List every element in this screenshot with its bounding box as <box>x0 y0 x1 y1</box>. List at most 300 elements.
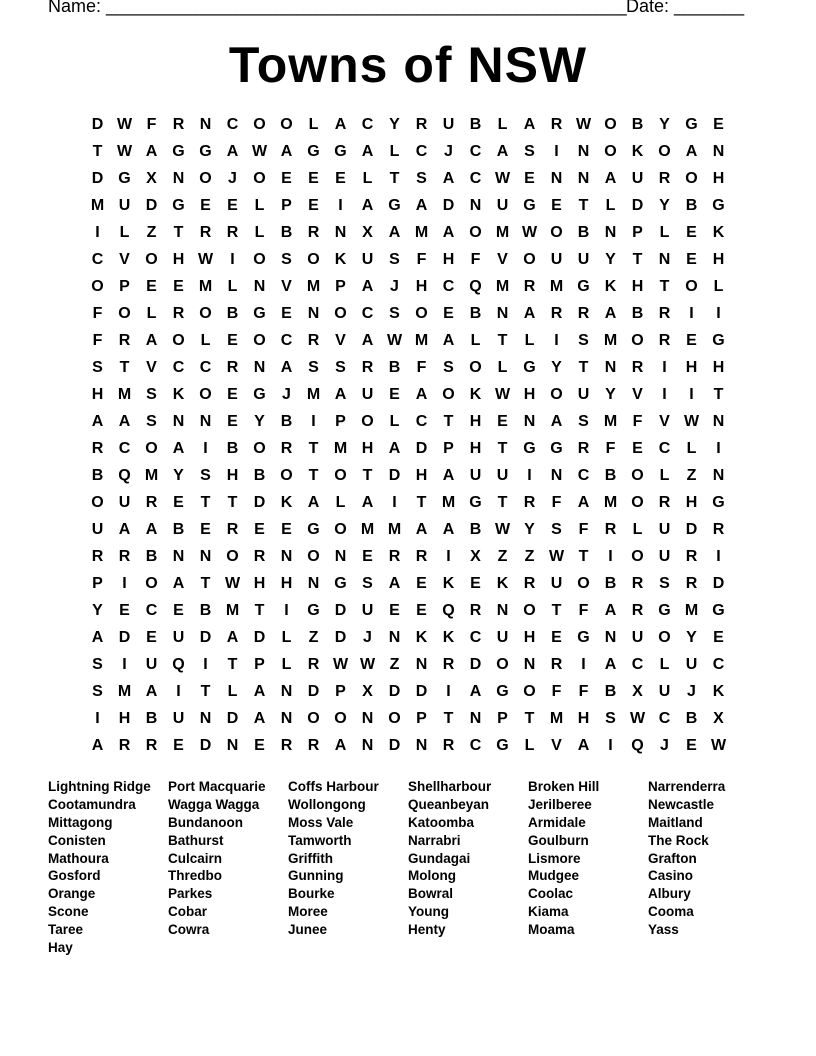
grid-letter: J <box>444 143 453 160</box>
grid-letter: M <box>225 602 240 619</box>
grid-letter: T <box>551 602 562 619</box>
grid-letter: W <box>197 251 214 268</box>
grid-letter: T <box>308 440 319 457</box>
grid-letter: G <box>253 305 266 322</box>
grid-letter: S <box>308 359 319 376</box>
grid-letter: E <box>173 278 184 295</box>
grid-letter: O <box>577 575 590 592</box>
grid-letter: F <box>551 494 562 511</box>
grid-letter: V <box>281 278 292 295</box>
grid-letter: J <box>687 683 696 700</box>
grid-letter: N <box>361 710 374 727</box>
word-list-item: Bundanoon <box>168 814 243 830</box>
grid-letter: C <box>469 143 482 160</box>
grid-letter: A <box>253 710 266 727</box>
grid-letter: T <box>713 386 724 403</box>
grid-letter: D <box>91 170 104 187</box>
grid-letter: A <box>334 386 347 403</box>
grid-letter: S <box>659 575 670 592</box>
grid-letter: U <box>658 683 671 700</box>
grid-letter: M <box>495 224 510 241</box>
grid-letter: L <box>632 521 643 538</box>
grid-letter: C <box>91 251 104 268</box>
grid-letter: N <box>199 710 212 727</box>
grid-letter: O <box>469 359 482 376</box>
grid-letter: U <box>361 251 374 268</box>
grid-letter: Q <box>469 278 482 295</box>
grid-letter: E <box>416 602 427 619</box>
grid-letter: E <box>254 737 265 754</box>
grid-letter: R <box>658 332 671 349</box>
grid-letter: M <box>495 278 510 295</box>
grid-letter: I <box>689 305 694 322</box>
grid-letter: H <box>118 710 131 727</box>
grid-letter: M <box>306 278 321 295</box>
grid-letter: F <box>605 440 616 457</box>
grid-letter: R <box>685 548 698 565</box>
grid-letter: P <box>497 710 508 727</box>
grid-row <box>84 381 732 408</box>
grid-letter: O <box>496 656 509 673</box>
grid-letter: A <box>496 143 509 160</box>
grid-letter: V <box>146 359 157 376</box>
grid-letter: E <box>146 278 157 295</box>
grid-letter: E <box>416 575 427 592</box>
grid-letter: K <box>442 575 455 592</box>
grid-letter: I <box>554 143 559 160</box>
grid-letter: U <box>577 251 590 268</box>
grid-letter: A <box>226 629 239 646</box>
word-list-item: Goulburn <box>528 832 589 848</box>
grid-letter: R <box>658 170 671 187</box>
grid-letter: R <box>523 575 536 592</box>
grid-letter: O <box>226 548 239 565</box>
grid-letter: T <box>578 359 589 376</box>
grid-letter: N <box>280 710 293 727</box>
grid-letter: N <box>469 710 482 727</box>
grid-letter: N <box>550 467 563 484</box>
grid-letter: A <box>172 575 185 592</box>
grid-letter: T <box>659 278 670 295</box>
grid-letter: C <box>280 332 293 349</box>
grid-row <box>84 408 732 435</box>
grid-letter: L <box>200 332 211 349</box>
grid-letter: G <box>496 737 509 754</box>
grid-letter: X <box>362 683 373 700</box>
grid-letter: I <box>338 197 343 214</box>
grid-letter: S <box>578 332 589 349</box>
grid-letter: E <box>281 305 292 322</box>
grid-letter: W <box>116 116 133 133</box>
grid-letter: P <box>443 440 454 457</box>
grid-letter: I <box>554 332 559 349</box>
grid-letter: A <box>253 683 266 700</box>
grid-row <box>84 111 732 138</box>
grid-letter: N <box>253 278 266 295</box>
grid-letter: U <box>361 602 374 619</box>
grid-letter: U <box>658 521 671 538</box>
word-list-item: Henty <box>408 922 446 938</box>
word-list-item: Gosford <box>48 868 101 884</box>
word-list-item: Cooma <box>648 904 694 920</box>
grid-letter: U <box>172 629 185 646</box>
grid-letter: R <box>307 332 320 349</box>
grid-letter: T <box>173 224 184 241</box>
grid-letter: R <box>91 548 104 565</box>
grid-row <box>84 192 732 219</box>
grid-letter: P <box>92 575 103 592</box>
grid-letter: B <box>145 710 158 727</box>
grid-letter: L <box>308 116 319 133</box>
word-list-item: Cootamundra <box>48 796 136 812</box>
grid-letter: W <box>494 170 511 187</box>
grid-letter: B <box>280 224 293 241</box>
grid-letter: V <box>551 737 562 754</box>
grid-row <box>84 354 732 381</box>
grid-letter: T <box>92 143 103 160</box>
word-list-item: The Rock <box>648 832 709 848</box>
grid-letter: N <box>712 467 725 484</box>
grid-letter: K <box>469 386 482 403</box>
grid-letter: E <box>362 548 373 565</box>
word-list-item: Tamworth <box>288 832 352 848</box>
grid-letter: R <box>442 656 455 673</box>
grid-letter: D <box>415 440 428 457</box>
grid-letter: U <box>172 710 185 727</box>
word-list-item: Hay <box>48 940 73 956</box>
grid-letter: Y <box>173 467 184 484</box>
grid-letter: B <box>685 197 698 214</box>
grid-letter: N <box>712 143 725 160</box>
grid-letter: R <box>550 656 563 673</box>
grid-letter: N <box>712 413 725 430</box>
grid-letter: O <box>91 278 104 295</box>
grid-letter: O <box>631 332 644 349</box>
grid-letter: N <box>172 170 185 187</box>
word-list-item: Shellharbour <box>408 779 492 794</box>
grid-letter: A <box>226 143 239 160</box>
grid-letter: A <box>523 305 536 322</box>
grid-letter: H <box>226 467 239 484</box>
grid-letter: J <box>660 737 669 754</box>
grid-letter: S <box>362 575 373 592</box>
grid-letter: E <box>470 575 481 592</box>
grid-letter: M <box>684 602 699 619</box>
grid-letter: I <box>662 386 667 403</box>
word-list-item: Port Macquarie <box>168 779 266 794</box>
grid-letter: D <box>253 629 266 646</box>
grid-letter: G <box>496 683 509 700</box>
grid-letter: S <box>416 170 427 187</box>
grid-letter: S <box>389 305 400 322</box>
grid-letter: G <box>253 386 266 403</box>
grid-row <box>84 300 732 327</box>
grid-letter: B <box>226 440 239 457</box>
grid-letter: R <box>226 521 239 538</box>
grid-letter: I <box>311 413 316 430</box>
grid-letter: Z <box>146 224 157 241</box>
word-list-item: Casino <box>648 868 694 884</box>
grid-letter: O <box>550 386 563 403</box>
grid-letter: W <box>683 413 700 430</box>
grid-letter: D <box>334 629 347 646</box>
grid-letter: A <box>145 143 158 160</box>
grid-letter: E <box>632 440 643 457</box>
word-list-item: Coffs Harbour <box>288 779 379 794</box>
word-list-item: Narrenderra <box>648 779 726 794</box>
grid-row <box>84 732 732 759</box>
grid-letter: O <box>685 278 698 295</box>
grid-letter: B <box>604 683 617 700</box>
grid-letter: O <box>253 440 266 457</box>
grid-letter: F <box>416 251 427 268</box>
grid-letter: R <box>415 116 428 133</box>
grid-letter: M <box>144 467 159 484</box>
grid-letter: W <box>494 521 511 538</box>
grid-letter: D <box>712 575 725 592</box>
grid-letter: A <box>145 683 158 700</box>
grid-letter: R <box>199 224 212 241</box>
grid-row <box>84 705 732 732</box>
grid-letter: G <box>685 116 698 133</box>
grid-letter: T <box>497 494 508 511</box>
grid-letter: G <box>334 575 347 592</box>
word-list-item: Moss Vale <box>288 814 354 830</box>
grid-letter: L <box>362 170 373 187</box>
grid-letter: S <box>389 251 400 268</box>
grid-letter: D <box>253 494 266 511</box>
grid-letter: R <box>253 548 266 565</box>
grid-letter: S <box>92 656 103 673</box>
grid-letter: I <box>608 548 613 565</box>
grid-letter: Y <box>92 602 103 619</box>
grid-letter: M <box>90 197 105 214</box>
grid-letter: I <box>608 737 613 754</box>
grid-letter: N <box>604 224 617 241</box>
grid-letter: U <box>577 386 590 403</box>
grid-letter: A <box>442 224 455 241</box>
grid-letter: H <box>712 251 725 268</box>
grid-letter: E <box>686 332 697 349</box>
grid-letter: N <box>280 683 293 700</box>
grid-letter: M <box>198 278 213 295</box>
grid-letter: R <box>280 440 293 457</box>
grid-letter: V <box>119 251 130 268</box>
grid-letter: G <box>307 143 320 160</box>
grid-letter: D <box>388 737 401 754</box>
grid-letter: S <box>578 413 589 430</box>
grid-letter: N <box>523 413 536 430</box>
word-list-item: Thredbo <box>168 868 222 884</box>
grid-letter: N <box>199 116 212 133</box>
grid-letter: U <box>118 494 131 511</box>
grid-letter: O <box>307 710 320 727</box>
grid-letter: I <box>581 656 586 673</box>
grid-letter: D <box>388 683 401 700</box>
grid-letter: S <box>146 413 157 430</box>
word-list-item: Armidale <box>528 814 586 830</box>
grid-letter: C <box>415 143 428 160</box>
grid-letter: A <box>442 170 455 187</box>
grid-letter: I <box>95 224 100 241</box>
grid-letter: E <box>524 170 535 187</box>
grid-letter: K <box>172 386 185 403</box>
grid-letter: K <box>712 683 725 700</box>
grid-letter: I <box>95 710 100 727</box>
grid-letter: O <box>334 521 347 538</box>
grid-letter: T <box>497 440 508 457</box>
grid-letter: E <box>389 602 400 619</box>
date-field-label: Date: _______ <box>626 0 745 16</box>
grid-letter: R <box>91 440 104 457</box>
grid-letter: J <box>363 629 372 646</box>
grid-letter: O <box>145 251 158 268</box>
grid-letter: N <box>496 602 509 619</box>
grid-row <box>84 462 732 489</box>
grid-letter: O <box>604 116 617 133</box>
grid-letter: A <box>604 602 617 619</box>
grid-letter: N <box>550 170 563 187</box>
grid-letter: S <box>200 467 211 484</box>
grid-letter: D <box>226 710 239 727</box>
grid-letter: R <box>388 548 401 565</box>
word-list-item: Taree <box>48 922 84 938</box>
word-list-item: Gunning <box>288 868 344 884</box>
grid-letter: A <box>550 413 563 430</box>
grid-letter: Q <box>631 737 644 754</box>
grid-letter: C <box>658 710 671 727</box>
grid-letter: M <box>549 278 564 295</box>
grid-letter: M <box>117 683 132 700</box>
grid-letter: L <box>470 332 481 349</box>
grid-letter: G <box>550 440 563 457</box>
grid-letter: U <box>496 629 509 646</box>
grid-row <box>84 165 732 192</box>
grid-letter: H <box>712 170 725 187</box>
grid-letter: M <box>549 710 564 727</box>
grid-letter: I <box>689 386 694 403</box>
grid-letter: T <box>524 710 535 727</box>
word-list-item: Lightning Ridge <box>48 779 151 794</box>
grid-letter: L <box>119 224 130 241</box>
grid-letter: S <box>146 386 157 403</box>
word-search-grid <box>84 111 732 759</box>
word-list-item: Grafton <box>648 850 697 866</box>
grid-letter: O <box>523 683 536 700</box>
grid-letter: E <box>227 386 238 403</box>
grid-letter: M <box>441 494 456 511</box>
grid-letter: R <box>307 224 320 241</box>
word-list-item: Molong <box>408 868 456 884</box>
grid-letter: A <box>145 332 158 349</box>
grid-letter: N <box>577 143 590 160</box>
grid-letter: H <box>685 494 698 511</box>
grid-letter: A <box>361 278 374 295</box>
grid-letter: T <box>443 710 454 727</box>
grid-letter: V <box>632 386 643 403</box>
grid-letter: A <box>334 116 347 133</box>
grid-letter: Y <box>254 413 265 430</box>
grid-letter: W <box>575 116 592 133</box>
grid-letter: U <box>118 197 131 214</box>
grid-letter: O <box>118 305 131 322</box>
grid-letter: R <box>631 602 644 619</box>
grid-letter: D <box>199 629 212 646</box>
grid-letter: H <box>253 575 266 592</box>
grid-letter: F <box>92 305 103 322</box>
word-list-item: Newcastle <box>648 796 715 812</box>
grid-letter: E <box>254 521 265 538</box>
grid-letter: G <box>307 521 320 538</box>
grid-letter: G <box>712 197 725 214</box>
grid-letter: C <box>469 629 482 646</box>
grid-letter: G <box>307 602 320 619</box>
grid-letter: A <box>685 143 698 160</box>
grid-letter: C <box>469 170 482 187</box>
grid-letter: R <box>631 575 644 592</box>
grid-letter: C <box>415 413 428 430</box>
grid-letter: A <box>91 629 104 646</box>
grid-letter: I <box>230 251 235 268</box>
grid-letter: S <box>335 359 346 376</box>
grid-letter: A <box>442 521 455 538</box>
grid-row <box>84 435 732 462</box>
grid-letter: A <box>334 737 347 754</box>
grid-letter: F <box>92 332 103 349</box>
grid-letter: S <box>551 521 562 538</box>
grid-letter: N <box>604 359 617 376</box>
grid-letter: G <box>199 143 212 160</box>
grid-letter: R <box>712 521 725 538</box>
grid-letter: G <box>577 278 590 295</box>
grid-letter: O <box>280 116 293 133</box>
grid-letter: P <box>335 683 346 700</box>
grid-letter: B <box>145 548 158 565</box>
grid-letter: K <box>604 278 617 295</box>
grid-letter: Z <box>389 656 400 673</box>
grid-letter: G <box>712 494 725 511</box>
grid-letter: N <box>523 656 536 673</box>
grid-letter: O <box>523 251 536 268</box>
word-list-item: Scone <box>48 904 89 920</box>
grid-letter: K <box>280 494 293 511</box>
grid-letter: U <box>631 629 644 646</box>
grid-letter: A <box>577 737 590 754</box>
grid-row <box>84 246 732 273</box>
grid-letter: K <box>334 251 347 268</box>
grid-letter: N <box>334 224 347 241</box>
grid-letter: E <box>389 386 400 403</box>
grid-letter: G <box>577 629 590 646</box>
grid-letter: B <box>469 305 482 322</box>
grid-letter: B <box>469 521 482 538</box>
grid-letter: O <box>388 710 401 727</box>
grid-letter: A <box>415 197 428 214</box>
word-list-item: Junee <box>288 922 328 938</box>
grid-letter: A <box>604 305 617 322</box>
grid-letter: H <box>172 251 185 268</box>
grid-letter: R <box>118 548 131 565</box>
grid-letter: N <box>172 413 185 430</box>
grid-letter: R <box>280 737 293 754</box>
grid-letter: Z <box>524 548 535 565</box>
grid-letter: A <box>91 413 104 430</box>
grid-letter: C <box>469 737 482 754</box>
grid-letter: X <box>632 683 643 700</box>
grid-letter: E <box>713 116 724 133</box>
word-list-item: Orange <box>48 886 96 902</box>
grid-letter: T <box>632 251 643 268</box>
